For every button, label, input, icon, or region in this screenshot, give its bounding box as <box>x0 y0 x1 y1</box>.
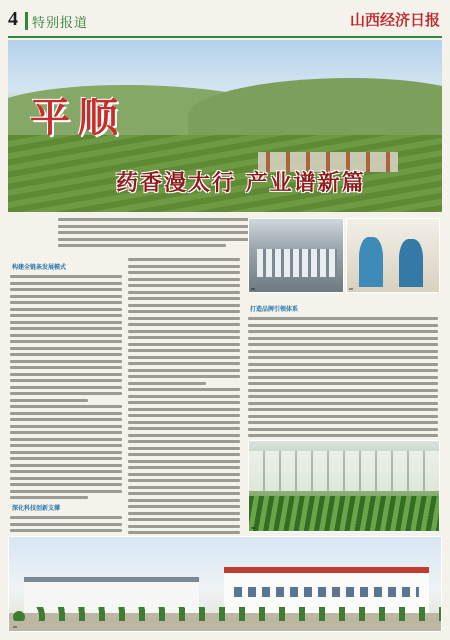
text-line <box>10 425 122 428</box>
text-line <box>128 440 240 443</box>
text-line <box>128 323 240 326</box>
text-line <box>10 347 122 350</box>
text-line <box>128 408 240 411</box>
text-line <box>128 382 206 385</box>
photo-caption <box>13 626 17 628</box>
text-line <box>248 408 438 411</box>
text-line <box>10 366 122 369</box>
text-line <box>128 362 240 365</box>
text-line <box>128 291 240 294</box>
text-line <box>128 317 240 320</box>
photo-caption <box>349 288 353 290</box>
headline-title: 平顺 <box>30 94 126 141</box>
text-line <box>128 479 240 482</box>
text-line <box>10 477 122 480</box>
text-line <box>10 412 122 415</box>
text-line <box>10 301 122 304</box>
text-line <box>10 418 122 421</box>
text-line <box>128 505 240 508</box>
text-line <box>128 330 240 333</box>
text-line <box>128 486 240 489</box>
text-line <box>128 414 240 417</box>
text-line <box>248 402 438 405</box>
section-subhead: 构建全链条发展模式 <box>12 264 67 271</box>
text-line <box>128 297 240 300</box>
text-line <box>128 284 240 287</box>
greenhouse-photo <box>248 440 440 532</box>
text-line <box>128 258 240 261</box>
newspaper-masthead: 山西经济日报 <box>349 11 440 29</box>
text-line <box>10 353 122 356</box>
factory-windows <box>234 587 419 597</box>
text-line <box>10 451 122 454</box>
text-line <box>10 516 122 519</box>
lab-photo <box>248 218 344 293</box>
text-line <box>10 379 122 382</box>
text-line <box>128 278 240 281</box>
text-line <box>128 388 240 391</box>
text-line <box>128 401 240 404</box>
text-line <box>248 434 438 437</box>
text-line <box>128 421 240 424</box>
text-line <box>128 375 240 378</box>
text-line <box>10 282 122 285</box>
text-line <box>128 512 240 515</box>
text-line <box>128 395 240 398</box>
text-line <box>10 308 122 311</box>
text-line <box>128 310 240 313</box>
text-line <box>248 363 438 366</box>
section-subhead: 打造品牌引领体系 <box>250 306 299 313</box>
text-line <box>10 464 122 467</box>
text-line <box>128 349 240 352</box>
photo-caption <box>251 527 255 529</box>
text-line <box>10 327 122 330</box>
text-line <box>128 447 240 450</box>
section-title: 特别报道 <box>32 16 89 31</box>
text-line <box>128 492 240 495</box>
text-line <box>10 490 122 493</box>
headline-subtitle: 药香漫太行 产业谱新篇 <box>116 170 366 196</box>
text-line <box>248 356 438 359</box>
text-line <box>248 389 438 392</box>
photo-caption <box>251 288 255 290</box>
text-line <box>248 337 438 340</box>
text-line <box>10 444 122 447</box>
text-line <box>10 321 122 324</box>
header-rule <box>8 36 442 38</box>
text-line <box>10 314 122 317</box>
text-line <box>10 373 122 376</box>
text-line <box>128 343 240 346</box>
text-line <box>248 376 438 379</box>
text-line <box>10 470 122 473</box>
text-line <box>128 466 240 469</box>
text-line <box>128 525 240 528</box>
text-line <box>10 288 122 291</box>
text-line <box>10 392 122 395</box>
text-line <box>10 295 122 298</box>
section-subhead: 深化科技创新支撑 <box>12 505 61 512</box>
text-line <box>10 438 122 441</box>
greenhouse-roof <box>249 451 440 491</box>
text-line <box>248 324 438 327</box>
text-line <box>128 460 240 463</box>
text-line <box>10 399 88 402</box>
text-line <box>10 483 122 486</box>
factory-photo <box>8 536 442 632</box>
text-line <box>128 271 240 274</box>
worker-figure <box>399 239 423 287</box>
text-line <box>128 531 240 534</box>
text-line <box>10 529 122 532</box>
herb-rows <box>249 496 440 532</box>
text-line <box>10 523 122 526</box>
text-line <box>58 244 226 247</box>
page-number: 4 <box>8 8 18 30</box>
seedling-rack <box>257 249 337 277</box>
text-line <box>128 473 240 476</box>
text-line <box>128 434 240 437</box>
text-line <box>128 499 240 502</box>
text-line <box>248 369 438 372</box>
text-line <box>248 428 438 431</box>
text-line <box>10 405 122 408</box>
worker-figure <box>359 237 383 287</box>
text-line <box>10 386 122 389</box>
text-line <box>248 382 438 385</box>
text-line <box>10 340 122 343</box>
text-line <box>10 496 88 499</box>
article-column-2 <box>128 258 240 544</box>
text-line <box>10 275 122 278</box>
text-line <box>248 421 438 424</box>
text-line <box>10 431 122 434</box>
text-line <box>128 304 240 307</box>
text-line <box>248 343 438 346</box>
text-line <box>128 336 240 339</box>
text-line <box>248 415 438 418</box>
text-line <box>128 356 240 359</box>
section-marker-bar <box>25 12 28 30</box>
text-line <box>248 350 438 353</box>
text-line <box>10 360 122 363</box>
page-header <box>0 0 450 40</box>
text-line <box>128 518 240 521</box>
workers-photo <box>346 218 440 293</box>
text-line <box>128 453 240 456</box>
text-line <box>128 265 240 268</box>
tree-line <box>9 607 442 621</box>
text-line <box>248 317 438 320</box>
article-column-1 <box>10 258 122 555</box>
text-line <box>128 369 240 372</box>
text-line <box>10 457 122 460</box>
text-line <box>10 334 122 337</box>
text-line <box>248 395 438 398</box>
text-line <box>128 427 240 430</box>
text-line <box>248 330 438 333</box>
